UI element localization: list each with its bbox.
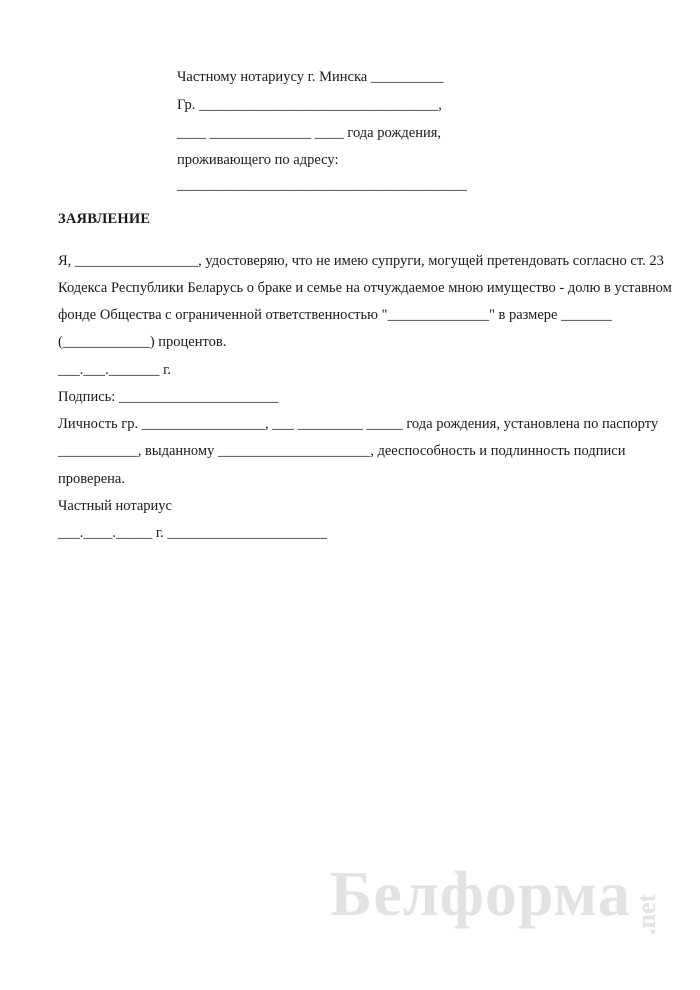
- watermark-logo-text: Белформа: [330, 858, 631, 929]
- notary-date-line: ___.____._____ г. ______________________: [58, 525, 327, 541]
- certification-line-3: проверена.: [58, 471, 125, 487]
- statement-date-line: ___.___._______ г.: [58, 362, 172, 378]
- watermark-logo-suffix: .net: [632, 893, 661, 935]
- statement-line-4: (____________) процентов.: [58, 334, 227, 350]
- addressee-line-citizen: Гр. _________________________________,: [177, 97, 442, 113]
- statement-line-1: Я, _________________, удостоверяю, что не имею супруги, могущей претендовать согласно ст. 23: [58, 253, 664, 269]
- signature-line: Подпись: ______________________: [58, 389, 279, 405]
- certification-line-1: Личность гр. _________________, ___ _________ _____ года рождения, установлена по паспорту: [58, 416, 659, 432]
- addressee-line-address-blank: ________________________________________: [177, 177, 467, 193]
- addressee-line-birthdate: ____ ______________ ____ года рождения,: [177, 125, 442, 141]
- notary-label: Частный нотариус: [58, 498, 172, 514]
- statement-line-2: Кодекса Республики Беларусь о браке и семье на отчуждаемое мною имущество - долю в уставном: [58, 280, 672, 296]
- certification-line-2: ___________, выданному _____________________, дееспособность и подлинность подписи: [58, 443, 626, 459]
- document-title: ЗАЯВЛЕНИЕ: [58, 211, 151, 227]
- addressee-line-address-label: проживающего по адресу:: [177, 152, 339, 168]
- addressee-line-notary: Частному нотариусу г. Минска __________: [177, 69, 444, 85]
- statement-line-3: фонде Общества с ограниченной ответственностью "______________" в размере _______: [58, 307, 612, 323]
